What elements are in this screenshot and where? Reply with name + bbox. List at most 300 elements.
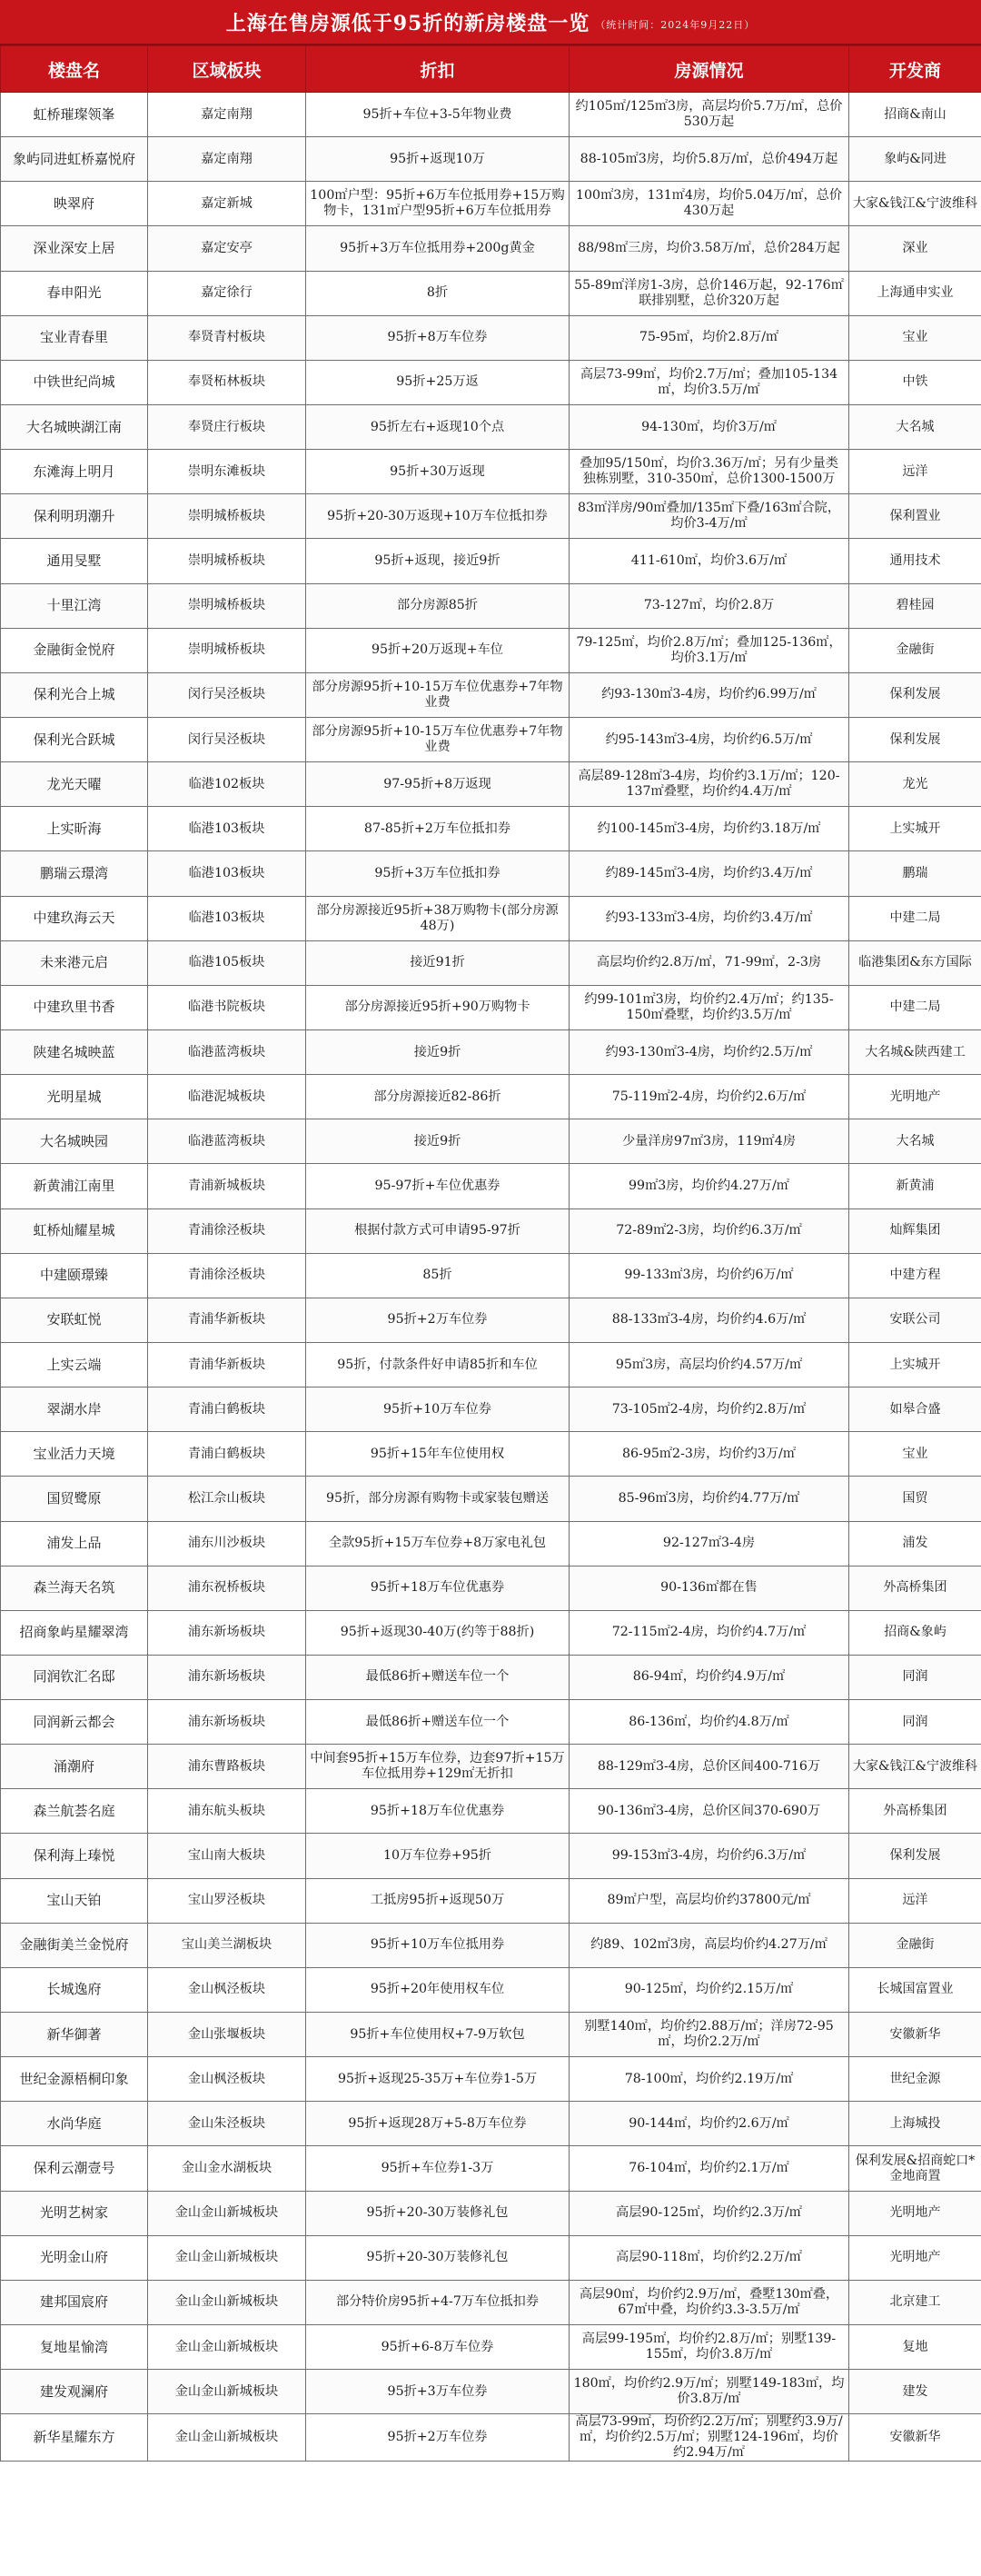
cell-developer: 碧桂园 xyxy=(849,583,981,628)
cell-discount: 95折+15年车位使用权 xyxy=(306,1432,570,1477)
cell-project-name: 上实云端 xyxy=(1,1342,148,1387)
cell-area: 金山金山新城板块 xyxy=(148,2235,306,2280)
cell-discount: 10万车位券+95折 xyxy=(306,1834,570,1878)
cell-developer: 上海通申实业 xyxy=(849,271,981,315)
cell-listing-info: 88-133㎡3-4房，均价约4.6万/㎡ xyxy=(570,1298,849,1342)
cell-discount: 95折+返现30-40万(约等于88折) xyxy=(306,1610,570,1655)
table-row xyxy=(1,271,981,315)
table-row xyxy=(1,226,981,271)
cell-area: 青浦华新板块 xyxy=(148,1298,306,1342)
cell-listing-info: 79-125㎡，均价2.8万/㎡；叠加125-136㎡，均价3.1万/㎡ xyxy=(570,628,849,672)
cell-developer: 上海城投 xyxy=(849,2102,981,2146)
cell-discount: 95折+20年使用权车位 xyxy=(306,1967,570,2012)
table-row xyxy=(1,450,981,494)
cell-area: 金山枫泾板块 xyxy=(148,1967,306,2012)
table-row xyxy=(1,2057,981,2102)
cell-listing-info: 90-136㎡3-4房，总价区间370-690万 xyxy=(570,1789,849,1834)
table-row xyxy=(1,93,981,137)
cell-project-name: 保利云潮壹号 xyxy=(1,2146,148,2191)
cell-project-name: 森兰海天名筑 xyxy=(1,1566,148,1610)
cell-discount: 95折+2万车位券 xyxy=(306,2414,570,2462)
cell-developer: 中建方程 xyxy=(849,1253,981,1298)
table-row xyxy=(1,1164,981,1208)
cell-discount: 87-85折+2万车位抵扣券 xyxy=(306,807,570,851)
cell-project-name: 同润新云都会 xyxy=(1,1700,148,1745)
cell-discount: 接近91折 xyxy=(306,940,570,985)
cell-discount: 最低86折+赠送车位一个 xyxy=(306,1655,570,1699)
cell-project-name: 春申阳光 xyxy=(1,271,148,315)
cell-project-name: 复地星愉湾 xyxy=(1,2325,148,2370)
cell-discount: 95折+20万返现+车位 xyxy=(306,628,570,672)
cell-developer: 如皋合盛 xyxy=(849,1387,981,1432)
cell-developer: 深业 xyxy=(849,226,981,271)
cell-listing-info: 75-95㎡，均价2.8万/㎡ xyxy=(570,315,849,360)
cell-area: 临港泥城板块 xyxy=(148,1075,306,1119)
cell-listing-info: 约89、102㎡3房，高层均价约4.27万/㎡ xyxy=(570,1923,849,1967)
cell-listing-info: 高层89-128㎡3-4房，均价约3.1万/㎡；120-137㎡叠墅，均价约4.4万/㎡ xyxy=(570,762,849,807)
listings-table xyxy=(0,45,981,2462)
table-row xyxy=(1,360,981,404)
cell-discount: 95折+6-8万车位券 xyxy=(306,2325,570,2370)
cell-area: 青浦新城板块 xyxy=(148,1164,306,1208)
cell-listing-info: 99㎡3房，均价约4.27万/㎡ xyxy=(570,1164,849,1208)
cell-area: 松江佘山板块 xyxy=(148,1477,306,1521)
cell-listing-info: 少量洋房97㎡3房，119㎡4房 xyxy=(570,1119,849,1164)
table-header xyxy=(1,46,981,93)
cell-developer: 通用技术 xyxy=(849,539,981,583)
cell-developer: 长城国富置业 xyxy=(849,1967,981,2012)
cell-discount: 95折+8万车位券 xyxy=(306,315,570,360)
cell-project-name: 长城逸府 xyxy=(1,1967,148,2012)
table-row xyxy=(1,940,981,985)
cell-listing-info: 约93-133㎡3-4房，均价约3.4万/㎡ xyxy=(570,896,849,940)
cell-discount: 97-95折+8万返现 xyxy=(306,762,570,807)
cell-discount: 95折+返现28万+5-8万车位券 xyxy=(306,2102,570,2146)
cell-developer: 外高桥集团 xyxy=(849,1566,981,1610)
cell-area: 临港蓝湾板块 xyxy=(148,1029,306,1074)
cell-project-name: 涌潮府 xyxy=(1,1745,148,1789)
cell-developer: 保利置业 xyxy=(849,494,981,539)
cell-listing-info: 90-136㎡都在售 xyxy=(570,1566,849,1610)
cell-developer: 保利发展&招商蛇口*金地商置 xyxy=(849,2146,981,2191)
cell-discount: 95折+20-30万返现+10万车位抵扣券 xyxy=(306,494,570,539)
cell-project-name: 安联虹悦 xyxy=(1,1298,148,1342)
cell-area: 金山金山新城板块 xyxy=(148,2370,306,2414)
cell-discount: 95折+30万返现 xyxy=(306,450,570,494)
cell-listing-info: 95㎡3房，高层均价约4.57万/㎡ xyxy=(570,1342,849,1387)
cell-listing-info: 别墅140㎡，均价约2.88万/㎡；洋房72-95㎡，均价2.2万/㎡ xyxy=(570,2013,849,2057)
cell-area: 金山枫泾板块 xyxy=(148,2057,306,2102)
cell-project-name: 森兰航荟名庭 xyxy=(1,1789,148,1834)
cell-developer: 安徽新华 xyxy=(849,2013,981,2057)
cell-project-name: 保利光合上城 xyxy=(1,672,148,717)
cell-developer: 国贸 xyxy=(849,1477,981,1521)
cell-listing-info: 高层99-195㎡，均价约2.8万/㎡；别墅139-155㎡，均价3.8万/㎡ xyxy=(570,2325,849,2370)
cell-area: 青浦白鹤板块 xyxy=(148,1387,306,1432)
cell-developer: 招商&象屿 xyxy=(849,1610,981,1655)
table-row xyxy=(1,1566,981,1610)
table-row xyxy=(1,583,981,628)
cell-project-name: 新华星耀东方 xyxy=(1,2414,148,2462)
table-row xyxy=(1,2414,981,2462)
table-row xyxy=(1,1967,981,2012)
table-row xyxy=(1,1387,981,1432)
cell-developer: 上实城开 xyxy=(849,807,981,851)
table-row xyxy=(1,1655,981,1699)
cell-area: 青浦徐泾板块 xyxy=(148,1208,306,1253)
table-row xyxy=(1,2191,981,2235)
cell-project-name: 龙光天曜 xyxy=(1,762,148,807)
cell-area: 崇明城桥板块 xyxy=(148,583,306,628)
cell-developer: 光明地产 xyxy=(849,2191,981,2235)
cell-listing-info: 72-115㎡2-4房，均价约4.7万/㎡ xyxy=(570,1610,849,1655)
cell-developer: 同润 xyxy=(849,1655,981,1699)
cell-developer: 远洋 xyxy=(849,450,981,494)
cell-developer: 中建二局 xyxy=(849,896,981,940)
cell-listing-info: 86-95㎡2-3房，均价约3万/㎡ xyxy=(570,1432,849,1477)
table-row xyxy=(1,182,981,226)
cell-project-name: 同润钦汇名邸 xyxy=(1,1655,148,1699)
cell-listing-info: 88/98㎡三房，均价3.58万/㎡，总价284万起 xyxy=(570,226,849,271)
cell-project-name: 金融街美兰金悦府 xyxy=(1,1923,148,1967)
cell-discount: 8折 xyxy=(306,271,570,315)
cell-developer: 保利发展 xyxy=(849,672,981,717)
cell-project-name: 浦发上品 xyxy=(1,1521,148,1566)
table-row xyxy=(1,1432,981,1477)
cell-area: 金山金山新城板块 xyxy=(148,2191,306,2235)
cell-project-name: 保利光合跃城 xyxy=(1,717,148,761)
cell-area: 金山张堰板块 xyxy=(148,2013,306,2057)
table-row xyxy=(1,2325,981,2370)
table-row xyxy=(1,1700,981,1745)
cell-project-name: 上实昕海 xyxy=(1,807,148,851)
cell-project-name: 光明艺树家 xyxy=(1,2191,148,2235)
cell-discount: 95折+返现10万 xyxy=(306,137,570,182)
cell-project-name: 新华御著 xyxy=(1,2013,148,2057)
cell-area: 崇明城桥板块 xyxy=(148,539,306,583)
table-row xyxy=(1,494,981,539)
cell-listing-info: 92-127㎡3-4房 xyxy=(570,1521,849,1566)
cell-area: 浦东曹路板块 xyxy=(148,1745,306,1789)
cell-discount: 95折+3万车位抵扣券 xyxy=(306,851,570,896)
cell-developer: 大名城&陕西建工 xyxy=(849,1029,981,1074)
cell-discount: 95折+返现，接近9折 xyxy=(306,539,570,583)
cell-developer: 大家&钱江&宁波维科 xyxy=(849,1745,981,1789)
cell-area: 金山金山新城板块 xyxy=(148,2280,306,2324)
cell-discount: 85折 xyxy=(306,1253,570,1298)
cell-listing-info: 99-153㎡3-4房，均价约6.3万/㎡ xyxy=(570,1834,849,1878)
cell-developer: 北京建工 xyxy=(849,2280,981,2324)
cell-area: 临港蓝湾板块 xyxy=(148,1119,306,1164)
cell-project-name: 映翠府 xyxy=(1,182,148,226)
cell-area: 浦东航头板块 xyxy=(148,1789,306,1834)
cell-area: 嘉定新城 xyxy=(148,182,306,226)
table-row xyxy=(1,1923,981,1967)
cell-area: 浦东新场板块 xyxy=(148,1610,306,1655)
cell-discount: 工抵房95折+返现50万 xyxy=(306,1878,570,1923)
cell-project-name: 未来港元启 xyxy=(1,940,148,985)
cell-listing-info: 约93-130㎡3-4房，均价约6.99万/㎡ xyxy=(570,672,849,717)
cell-area: 崇明东滩板块 xyxy=(148,450,306,494)
cell-project-name: 翠湖水岸 xyxy=(1,1387,148,1432)
table-row xyxy=(1,2235,981,2280)
cell-area: 嘉定安亭 xyxy=(148,226,306,271)
cell-project-name: 新黄浦江南里 xyxy=(1,1164,148,1208)
cell-area: 嘉定南翔 xyxy=(148,137,306,182)
cell-project-name: 宝业青春里 xyxy=(1,315,148,360)
cell-listing-info: 83㎡洋房/90㎡叠加/135㎡下叠/163㎡合院，均价3-4万/㎡ xyxy=(570,494,849,539)
table-row xyxy=(1,1610,981,1655)
cell-discount: 95折+20-30万装修礼包 xyxy=(306,2235,570,2280)
cell-developer: 灿辉集团 xyxy=(849,1208,981,1253)
cell-area: 浦东新场板块 xyxy=(148,1700,306,1745)
cell-project-name: 深业深安上居 xyxy=(1,226,148,271)
cell-developer: 保利发展 xyxy=(849,1834,981,1878)
cell-area: 临港102板块 xyxy=(148,762,306,807)
cell-listing-info: 高层90-125㎡，均价约2.3万/㎡ xyxy=(570,2191,849,2235)
cell-developer: 光明地产 xyxy=(849,2235,981,2280)
cell-project-name: 通用旻墅 xyxy=(1,539,148,583)
cell-area: 临港103板块 xyxy=(148,851,306,896)
cell-developer: 临港集团&东方国际 xyxy=(849,940,981,985)
table-row xyxy=(1,851,981,896)
cell-project-name: 保利海上瑧悦 xyxy=(1,1834,148,1878)
cell-area: 宝山南大板块 xyxy=(148,1834,306,1878)
cell-developer: 鹏瑞 xyxy=(849,851,981,896)
cell-project-name: 东滩海上明月 xyxy=(1,450,148,494)
cell-listing-info: 94-130㎡，均价3万/㎡ xyxy=(570,404,849,449)
cell-listing-info: 约89-145㎡3-4房，均价约3.4万/㎡ xyxy=(570,851,849,896)
cell-listing-info: 180㎡，均价约2.9万/㎡；别墅149-183㎡，均价3.8万/㎡ xyxy=(570,2370,849,2414)
cell-listing-info: 99-133㎡3房，均价约6万/㎡ xyxy=(570,1253,849,1298)
cell-discount: 95折+18万车位优惠券 xyxy=(306,1566,570,1610)
table-row xyxy=(1,2102,981,2146)
cell-developer: 建发 xyxy=(849,2370,981,2414)
page-title-bar xyxy=(0,0,981,45)
cell-area: 崇明城桥板块 xyxy=(148,494,306,539)
cell-listing-info: 86-136㎡，均价约4.8万/㎡ xyxy=(570,1700,849,1745)
cell-project-name: 世纪金源梧桐印象 xyxy=(1,2057,148,2102)
table-row xyxy=(1,1342,981,1387)
table-row xyxy=(1,1298,981,1342)
table-row xyxy=(1,1075,981,1119)
cell-listing-info: 78-100㎡，均价约2.19万/㎡ xyxy=(570,2057,849,2102)
cell-developer: 上实城开 xyxy=(849,1342,981,1387)
header-discount: 折扣 xyxy=(306,46,570,93)
cell-listing-info: 90-144㎡，均价约2.6万/㎡ xyxy=(570,2102,849,2146)
cell-project-name: 建邦国宸府 xyxy=(1,2280,148,2324)
cell-area: 浦东新场板块 xyxy=(148,1655,306,1699)
cell-project-name: 象屿同进虹桥嘉悦府 xyxy=(1,137,148,182)
cell-area: 浦东川沙板块 xyxy=(148,1521,306,1566)
page-title: 上海在售房源低于95折的新房楼盘一览 xyxy=(225,11,590,35)
cell-discount: 接近9折 xyxy=(306,1029,570,1074)
header-area: 区域板块 xyxy=(148,46,306,93)
cell-discount: 95折+25万返 xyxy=(306,360,570,404)
cell-area: 宝山美兰湖板块 xyxy=(148,1923,306,1967)
cell-project-name: 大名城映湖江南 xyxy=(1,404,148,449)
cell-project-name: 虹桥灿耀星城 xyxy=(1,1208,148,1253)
cell-listing-info: 85-96㎡3房，均价约4.77万/㎡ xyxy=(570,1477,849,1521)
cell-developer: 世纪金源 xyxy=(849,2057,981,2102)
table-row xyxy=(1,896,981,940)
stat-date-note: （统计时间：2024年9月22日） xyxy=(595,19,756,31)
cell-project-name: 大名城映园 xyxy=(1,1119,148,1164)
cell-discount: 部分房源接近95折+90万购物卡 xyxy=(306,985,570,1029)
cell-project-name: 国贸鹭原 xyxy=(1,1477,148,1521)
cell-discount: 95折+3万车位抵用券+200g黄金 xyxy=(306,226,570,271)
cell-developer: 龙光 xyxy=(849,762,981,807)
cell-developer: 同润 xyxy=(849,1700,981,1745)
cell-area: 临港书院板块 xyxy=(148,985,306,1029)
cell-discount: 95折+车位券1-3万 xyxy=(306,2146,570,2191)
cell-listing-info: 411-610㎡，均价3.6万/㎡ xyxy=(570,539,849,583)
cell-listing-info: 73-127㎡，均价2.8万 xyxy=(570,583,849,628)
cell-listing-info: 76-104㎡，均价约2.1万/㎡ xyxy=(570,2146,849,2191)
table-row xyxy=(1,762,981,807)
cell-discount: 部分房源95折+10-15万车位优惠券+7年物业费 xyxy=(306,672,570,717)
cell-discount: 部分房源95折+10-15万车位优惠券+7年物业费 xyxy=(306,717,570,761)
cell-discount: 95折+返现25-35万+车位券1-5万 xyxy=(306,2057,570,2102)
cell-area: 青浦徐泾板块 xyxy=(148,1253,306,1298)
cell-project-name: 保利明玥潮升 xyxy=(1,494,148,539)
cell-area: 临港103板块 xyxy=(148,896,306,940)
table-row xyxy=(1,2370,981,2414)
table-row xyxy=(1,1521,981,1566)
cell-area: 金山金水湖板块 xyxy=(148,2146,306,2191)
cell-discount: 95折+10万车位抵用券 xyxy=(306,1923,570,1967)
cell-discount: 95折，付款条件好申请85折和车位 xyxy=(306,1342,570,1387)
cell-discount: 95折左右+返现10个点 xyxy=(306,404,570,449)
cell-project-name: 中建玖里书香 xyxy=(1,985,148,1029)
table-row xyxy=(1,1119,981,1164)
cell-project-name: 宝山天铂 xyxy=(1,1878,148,1923)
cell-listing-info: 约99-101㎡3房，均价约2.4万/㎡；约135-150㎡叠墅，均价约3.5万/㎡ xyxy=(570,985,849,1029)
cell-listing-info: 100㎡3房，131㎡4房，均价5.04万/㎡，总价430万起 xyxy=(570,182,849,226)
cell-discount: 95折，部分房源有购物卡或家装包赠送 xyxy=(306,1477,570,1521)
cell-project-name: 中建玖海云天 xyxy=(1,896,148,940)
table-row xyxy=(1,628,981,672)
table-row xyxy=(1,985,981,1029)
cell-developer: 浦发 xyxy=(849,1521,981,1566)
cell-listing-info: 约105㎡/125㎡3房，高层均价5.7万/㎡，总价530万起 xyxy=(570,93,849,137)
cell-listing-info: 高层90㎡，均价约2.9万/㎡，叠墅130㎡叠，67㎡中叠，均价约3.3-3.5万/㎡ xyxy=(570,2280,849,2324)
cell-developer: 大名城 xyxy=(849,404,981,449)
table-row xyxy=(1,315,981,360)
cell-developer: 安徽新华 xyxy=(849,2414,981,2462)
table-row xyxy=(1,1745,981,1789)
cell-listing-info: 约100-145㎡3-4房，均价约3.18万/㎡ xyxy=(570,807,849,851)
cell-area: 临港105板块 xyxy=(148,940,306,985)
table-row xyxy=(1,1253,981,1298)
table-row xyxy=(1,2280,981,2324)
cell-listing-info: 高层73-99㎡，均价约2.2万/㎡；别墅约3.9万/㎡，均价约2.5万/㎡；别墅124-196㎡，均价约2.94万/㎡ xyxy=(570,2414,849,2462)
cell-project-name: 陕建名城映蓝 xyxy=(1,1029,148,1074)
cell-developer: 象屿&同进 xyxy=(849,137,981,182)
cell-area: 金山朱泾板块 xyxy=(148,2102,306,2146)
cell-discount: 部分特价房95折+4-7万车位抵扣券 xyxy=(306,2280,570,2324)
cell-developer: 中铁 xyxy=(849,360,981,404)
cell-developer: 金融街 xyxy=(849,628,981,672)
cell-listing-info: 高层均价约2.8万/㎡，71-99㎡，2-3房 xyxy=(570,940,849,985)
table-row xyxy=(1,1208,981,1253)
cell-listing-info: 高层73-99㎡，均价2.7万/㎡；叠加105-134㎡，均价3.5万/㎡ xyxy=(570,360,849,404)
cell-developer: 新黄浦 xyxy=(849,1164,981,1208)
cell-listing-info: 75-119㎡2-4房，均价约2.6万/㎡ xyxy=(570,1075,849,1119)
cell-listing-info: 90-125㎡，均价约2.15万/㎡ xyxy=(570,1967,849,2012)
cell-listing-info: 73-105㎡2-4房，均价约2.8万/㎡ xyxy=(570,1387,849,1432)
cell-project-name: 招商象屿星耀翠湾 xyxy=(1,1610,148,1655)
cell-project-name: 建发观澜府 xyxy=(1,2370,148,2414)
cell-discount: 95折+10万车位券 xyxy=(306,1387,570,1432)
cell-area: 奉贤青村板块 xyxy=(148,315,306,360)
cell-project-name: 水尚华庭 xyxy=(1,2102,148,2146)
cell-developer: 招商&南山 xyxy=(849,93,981,137)
cell-area: 闵行吴泾板块 xyxy=(148,672,306,717)
cell-area: 临港103板块 xyxy=(148,807,306,851)
cell-area: 奉贤柘林板块 xyxy=(148,360,306,404)
table-row xyxy=(1,1878,981,1923)
cell-project-name: 宝业活力天境 xyxy=(1,1432,148,1477)
cell-listing-info: 88-105㎡3房，均价5.8万/㎡，总价494万起 xyxy=(570,137,849,182)
cell-listing-info: 约95-143㎡3-4房，均价约6.5万/㎡ xyxy=(570,717,849,761)
cell-listing-info: 72-89㎡2-3房，均价约6.3万/㎡ xyxy=(570,1208,849,1253)
cell-listing-info: 86-94㎡，均价约4.9万/㎡ xyxy=(570,1655,849,1699)
header-developer: 开发商 xyxy=(849,46,981,93)
cell-area: 青浦华新板块 xyxy=(148,1342,306,1387)
table-row xyxy=(1,539,981,583)
cell-discount: 95折+3万车位券 xyxy=(306,2370,570,2414)
cell-discount: 95-97折+车位优惠券 xyxy=(306,1164,570,1208)
cell-project-name: 中建颐璟臻 xyxy=(1,1253,148,1298)
cell-developer: 大名城 xyxy=(849,1119,981,1164)
cell-discount: 部分房源85折 xyxy=(306,583,570,628)
table-row xyxy=(1,807,981,851)
table-row xyxy=(1,1789,981,1834)
cell-developer: 外高桥集团 xyxy=(849,1789,981,1834)
cell-area: 宝山罗泾板块 xyxy=(148,1878,306,1923)
table-row xyxy=(1,717,981,761)
cell-listing-info: 89㎡户型，高层均价约37800元/㎡ xyxy=(570,1878,849,1923)
cell-area: 金山金山新城板块 xyxy=(148,2325,306,2370)
cell-developer: 中建二局 xyxy=(849,985,981,1029)
cell-project-name: 中铁世纪尚城 xyxy=(1,360,148,404)
cell-area: 奉贤庄行板块 xyxy=(148,404,306,449)
table-body xyxy=(1,93,981,2462)
cell-area: 崇明城桥板块 xyxy=(148,628,306,672)
cell-developer: 安联公司 xyxy=(849,1298,981,1342)
cell-project-name: 虹桥璀璨领峯 xyxy=(1,93,148,137)
cell-developer: 宝业 xyxy=(849,315,981,360)
cell-area: 嘉定徐行 xyxy=(148,271,306,315)
cell-discount: 95折+20-30万装修礼包 xyxy=(306,2191,570,2235)
cell-discount: 全款95折+15万车位券+8万家电礼包 xyxy=(306,1521,570,1566)
table-row xyxy=(1,404,981,449)
table-row xyxy=(1,137,981,182)
table-row xyxy=(1,2146,981,2191)
header-project-name: 楼盘名 xyxy=(1,46,148,93)
cell-developer: 大家&钱江&宁波维科 xyxy=(849,182,981,226)
cell-listing-info: 高层90-118㎡，均价约2.2万/㎡ xyxy=(570,2235,849,2280)
cell-project-name: 鹏瑞云璟湾 xyxy=(1,851,148,896)
cell-discount: 最低86折+赠送车位一个 xyxy=(306,1700,570,1745)
cell-area: 嘉定南翔 xyxy=(148,93,306,137)
cell-discount: 100㎡户型：95折+6万车位抵用券+15万购物卡，131㎡户型95折+6万车位抵用券 xyxy=(306,182,570,226)
cell-area: 闵行吴泾板块 xyxy=(148,717,306,761)
cell-listing-info: 约93-130㎡3-4房，均价约2.5万/㎡ xyxy=(570,1029,849,1074)
cell-discount: 根据付款方式可申请95-97折 xyxy=(306,1208,570,1253)
cell-discount: 中间套95折+15万车位券，边套97折+15万车位抵用券+129㎡无折扣 xyxy=(306,1745,570,1789)
